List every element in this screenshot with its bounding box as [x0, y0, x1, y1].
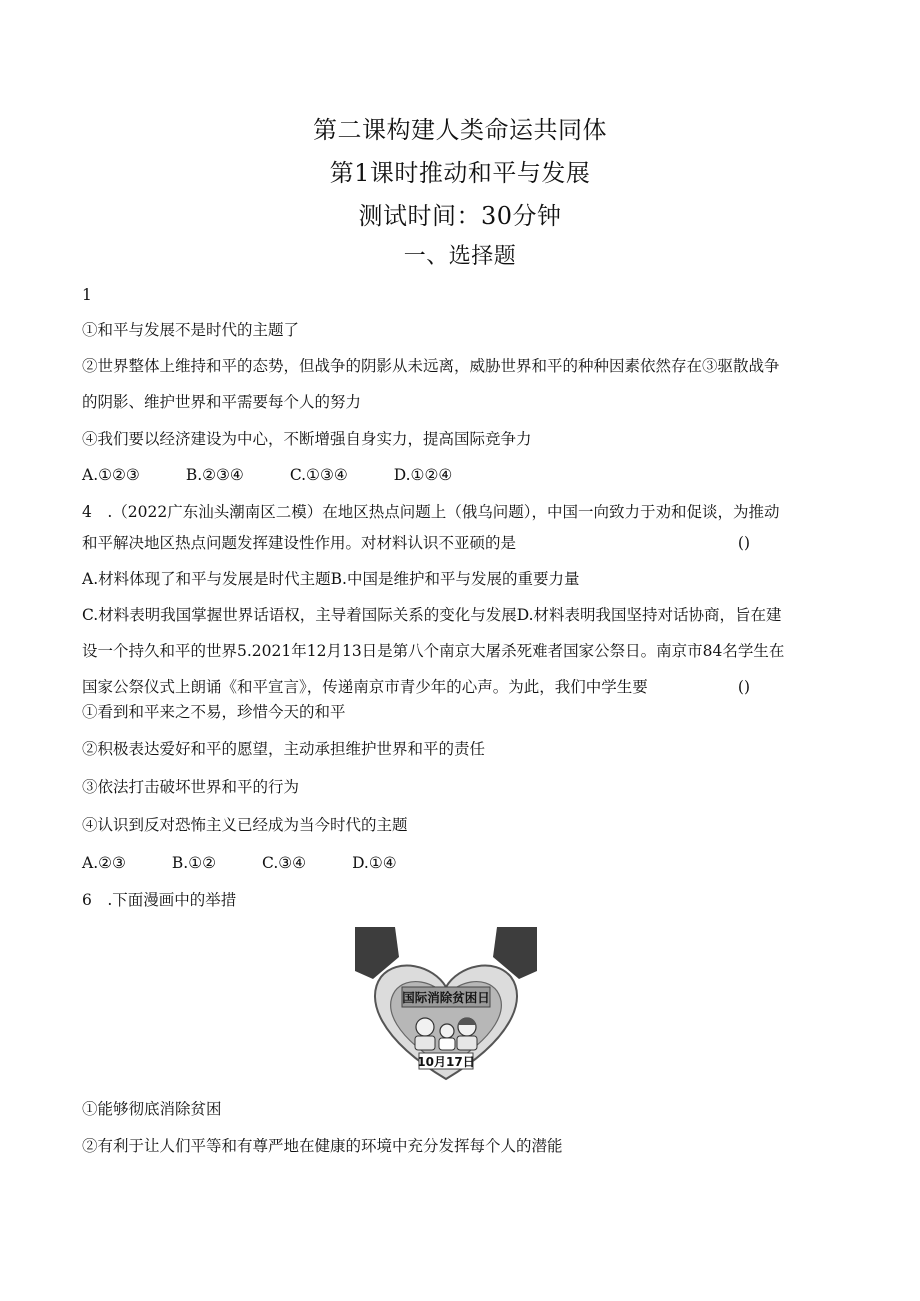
cartoon-banner-text: 国际消除贫困日 — [402, 990, 490, 1005]
test-time: 测试时间：30分钟 — [358, 202, 562, 230]
section-title: 第1课时推动和平与发展 — [329, 159, 591, 187]
q5-option-b: B.①② — [171, 854, 217, 872]
q4-answer-bracket: () — [737, 534, 750, 552]
q1-statement-2: ②世界整体上维持和平的态势，但战争的阴影从未远离，威胁世界和平的种种因素依然存在③驱散战争 — [82, 357, 780, 375]
q4-options-ab: A.材料体现了和平与发展是时代主题B.中国是维护和平与发展的重要力量 — [82, 570, 580, 588]
question-1-number: 1 — [82, 286, 92, 304]
q5-statement-2: ②积极表达爱好和平的愿望，主动承担维护世界和平的责任 — [82, 740, 486, 758]
q1-options — [82, 464, 842, 486]
q1-statement-3: 的阴影、维护世界和平需要每个人的努力 — [82, 393, 362, 411]
q5-statement-4: ④认识到反对恐怖主义已经成为当今时代的主题 — [82, 816, 408, 834]
question-5-text: 国家公祭仪式上朗诵《和平宣言》，传递南京市青少年的心声。为此，我们中学生要 — [82, 678, 648, 696]
question-4-line-1: 4 .（2022广东汕头潮南区二模）在地区热点问题上（俄乌问题），中国一向致力于劝和促谈，为推动 — [82, 503, 780, 521]
q1-statement-1: ①和平与发展不是时代的主题了 — [82, 321, 300, 339]
q5-option-d: D.①④ — [352, 854, 397, 872]
question-5-line-2 — [82, 676, 842, 698]
question-6-stem: 6 .下面漫画中的举措 — [82, 891, 237, 909]
question-4-text: 和平解决地区热点问题发挥建设性作用。对材料认识不亚硕的是 — [82, 534, 517, 552]
lesson-title: 第二课构建人类命运共同体 — [313, 116, 607, 144]
q5-options — [82, 852, 842, 874]
q5-answer-bracket: () — [737, 678, 750, 696]
q1-statement-4: ④我们要以经济建设为中心，不断增强自身实力，提高国际竞争力 — [82, 430, 532, 448]
q1-option-c: C.①③④ — [289, 466, 348, 484]
q6-statement-2: ②有利于让人们平等和有尊严地在健康的环境中充分发挥每个人的潜能 — [82, 1137, 563, 1155]
q4-option-d-continued: 设一个持久和平的世界5.2021年12月13日是第八个南京大屠杀死难者国家公祭日。南京市84名学生在 — [82, 642, 785, 660]
question-4-line-2 — [82, 532, 842, 554]
q6-statement-1: ①能够彻底消除贫困 — [82, 1100, 222, 1118]
part-heading: 一、选择题 — [403, 244, 517, 269]
q4-options-cd: C.材料表明我国掌握世界话语权，主导着国际关系的变化与发展D.材料表明我国坚持对话协商，旨在建 — [82, 606, 782, 624]
q1-option-d: D.①②④ — [393, 466, 453, 484]
q1-option-a: A.①②③ — [82, 466, 140, 484]
q5-statement-1: ①看到和平来之不易，珍惜今天的和平 — [82, 703, 346, 721]
q5-option-c: C.③④ — [262, 854, 307, 872]
q5-option-a: A.②③ — [82, 854, 126, 872]
q5-statement-3: ③依法打击破坏世界和平的行为 — [82, 778, 300, 796]
poverty-day-cartoon — [355, 927, 537, 1084]
cartoon-date-text: 10月17日 — [417, 1055, 475, 1069]
q1-option-b: B.②③④ — [185, 466, 244, 484]
